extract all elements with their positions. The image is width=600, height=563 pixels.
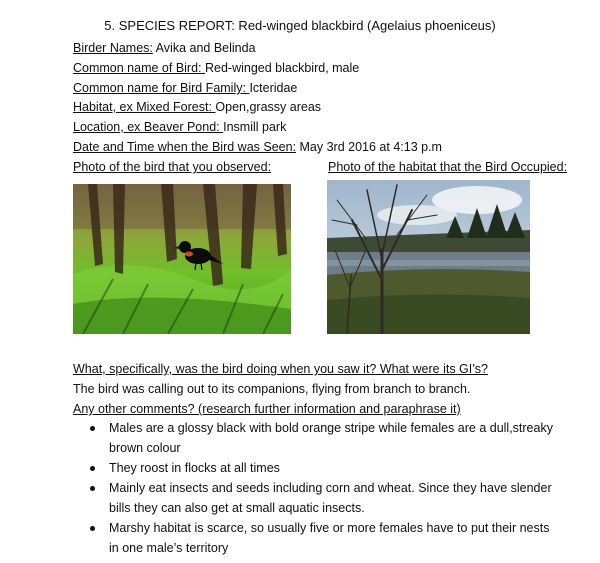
comments-question: Any other comments? (research further information and paraphrase it) <box>73 402 461 416</box>
list-item: Males are a glossy black with bold orange stripe while females are a dull,streaky brown colour <box>90 418 560 458</box>
list-item: They roost in flocks at all times <box>90 458 560 478</box>
comments-list <box>90 418 560 558</box>
field-date-time <box>73 140 442 154</box>
field-location <box>73 120 286 134</box>
field-value: Insmill park <box>223 120 287 134</box>
field-value: Open,grassy areas <box>215 100 322 114</box>
field-label: Common name for Bird Family: <box>73 81 250 95</box>
field-birder-names <box>73 41 256 55</box>
field-label: Date and Time when the Bird was Seen: <box>73 140 297 154</box>
field-label: Location, ex Beaver Pond: <box>73 120 224 134</box>
bird-photo-label: Photo of the bird that you observed: <box>73 160 272 174</box>
field-value: Icteridae <box>249 81 298 95</box>
behaviour-question: What, specifically, was the bird doing when you saw it? What were its GI’s? <box>73 362 488 376</box>
field-common-name <box>73 61 359 75</box>
habitat-photo-label: Photo of the habitat that the Bird Occupied: <box>328 160 568 174</box>
report-title: 5. SPECIES REPORT: Red-winged blackbird (Agelaius phoeniceus) <box>104 18 496 33</box>
habitat-photo <box>327 180 530 334</box>
bird-photo <box>73 184 291 334</box>
field-family <box>73 81 297 95</box>
behaviour-answer: The bird was calling out to its companions, flying from branch to branch. <box>73 382 471 396</box>
field-label: Habitat, ex Mixed Forest: <box>73 100 216 114</box>
field-label: Common name of Bird: <box>73 61 205 75</box>
field-habitat <box>73 100 321 114</box>
field-value: May 3rd 2016 at 4:13 p.m <box>296 140 442 154</box>
list-item: Marshy habitat is scarce, so usually five or more females have to put their nests in one male’s territory <box>90 518 560 558</box>
field-value: Red-winged blackbird, male <box>205 61 360 75</box>
field-label: Birder Names: <box>73 41 153 55</box>
field-value: Avika and Belinda <box>152 41 256 55</box>
list-item: Mainly eat insects and seeds including corn and wheat. Since they have slender bills they can also get at small aquatic insects. <box>90 478 560 518</box>
